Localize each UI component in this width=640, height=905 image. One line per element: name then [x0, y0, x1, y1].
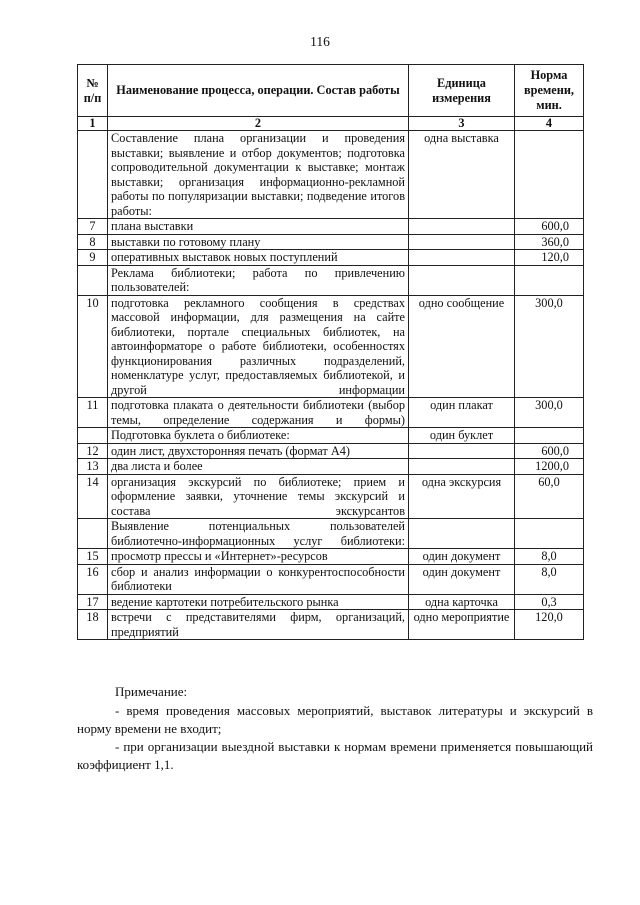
notes-title: Примечание:: [115, 684, 188, 699]
table-row: [78, 549, 584, 565]
note-item: - время проведения массовых мероприятий, выставок литературы и экскурсий в норму времени не входит;: [77, 703, 593, 736]
row-unit: [409, 234, 515, 250]
table-row: [78, 519, 584, 549]
row-description: просмотр прессы и «Интернет»-ресурсов: [108, 549, 409, 565]
row-number: [78, 131, 108, 219]
table-row: [78, 234, 584, 250]
row-unit: один буклет: [409, 428, 515, 444]
row-description: два листа и более: [108, 459, 409, 475]
row-norm: 120,0: [515, 250, 584, 266]
row-unit: [409, 459, 515, 475]
row-description: Реклама библиотеки; работа по привлечению пользователей:: [108, 265, 409, 295]
row-number: 18: [78, 610, 108, 640]
column-number: 3: [409, 117, 515, 131]
row-description: подготовка рекламного сообщения в средствах массовой информации, для размещения на сайте библиотеки, портале специальных библиотек, на автоинформаторе о работе библиотеки, особенностях функционирования различных подразделений, номенклатуре услуг, предоставляемых библиотекой, и другой информации: [108, 295, 409, 398]
row-norm: [515, 265, 584, 295]
row-description: организация экскурсий по библиотеке; прием и оформление заявки, уточнение темы экскурсий и состава экскурсантов: [108, 474, 409, 519]
column-number: 1: [78, 117, 108, 131]
note-item: - при организации выездной выставки к нормам времени применяется повышающий коэффициент 1,1.: [77, 739, 593, 772]
table-row: [78, 219, 584, 235]
table-header-row: [78, 65, 584, 117]
row-description: плана выставки: [108, 219, 409, 235]
row-description: оперативных выставок новых поступлений: [108, 250, 409, 266]
row-description: один лист, двухсторонняя печать (формат А4): [108, 443, 409, 459]
header-unit: Единица измерения: [409, 65, 515, 117]
table-row: [78, 295, 584, 398]
row-description: подготовка плаката о деятельности библиотеки (выбор темы, определение содержания и формы): [108, 398, 409, 428]
row-number: 14: [78, 474, 108, 519]
row-number: 10: [78, 295, 108, 398]
table-row: [78, 250, 584, 266]
header-norm: Норма времени, мин.: [515, 65, 584, 117]
row-unit: один документ: [409, 549, 515, 565]
row-unit: одно сообщение: [409, 295, 515, 398]
row-norm: 600,0: [515, 443, 584, 459]
row-unit: один документ: [409, 564, 515, 594]
row-unit: одна карточка: [409, 594, 515, 610]
row-description: ведение картотеки потребительского рынка: [108, 594, 409, 610]
row-number: [78, 265, 108, 295]
row-unit: одна выставка: [409, 131, 515, 219]
column-number: 2: [108, 117, 409, 131]
row-number: [78, 519, 108, 549]
row-unit: одна экскурсия: [409, 474, 515, 519]
table-row: [78, 398, 584, 428]
row-unit: одно мероприятие: [409, 610, 515, 640]
row-number: 11: [78, 398, 108, 428]
notes-section: [77, 683, 593, 774]
row-norm: 600,0: [515, 219, 584, 235]
row-description: встречи с представителями фирм, организаций, предприятий: [108, 610, 409, 640]
header-process: Наименование процесса, операции. Состав работы: [108, 65, 409, 117]
row-description: сбор и анализ информации о конкурентоспособности библиотеки: [108, 564, 409, 594]
row-norm: [515, 428, 584, 444]
column-number: 4: [515, 117, 584, 131]
row-norm: [515, 131, 584, 219]
table-row: [78, 428, 584, 444]
row-number: 16: [78, 564, 108, 594]
row-unit: один плакат: [409, 398, 515, 428]
row-number: 9: [78, 250, 108, 266]
row-description: Составление плана организации и проведения выставки; выявление и отбор документов; подготовка сопроводительной документации к выставке; монтаж выставки; организация информационно-рекламной работы по популяризации выставки; подведение итогов работы:: [108, 131, 409, 219]
row-description: выставки по готовому плану: [108, 234, 409, 250]
column-numbers-row: [78, 117, 584, 131]
table-row: [78, 594, 584, 610]
row-unit: [409, 519, 515, 549]
row-norm: 360,0: [515, 234, 584, 250]
table-row: [78, 131, 584, 219]
row-norm: 300,0: [515, 398, 584, 428]
row-unit: [409, 443, 515, 459]
row-number: 8: [78, 234, 108, 250]
row-number: 13: [78, 459, 108, 475]
table-row: [78, 564, 584, 594]
row-unit: [409, 265, 515, 295]
row-description: Подготовка буклета о библиотеке:: [108, 428, 409, 444]
row-unit: [409, 250, 515, 266]
row-norm: 60,0: [515, 474, 584, 519]
row-norm: 300,0: [515, 295, 584, 398]
row-norm: 0,3: [515, 594, 584, 610]
row-number: 7: [78, 219, 108, 235]
row-norm: [515, 519, 584, 549]
table-row: [78, 443, 584, 459]
row-number: 12: [78, 443, 108, 459]
table-row: [78, 610, 584, 640]
row-norm: 120,0: [515, 610, 584, 640]
row-norm: 8,0: [515, 549, 584, 565]
row-description: Выявление потенциальных пользователей библиотечно-информационных услуг библиотеки:: [108, 519, 409, 549]
row-norm: 8,0: [515, 564, 584, 594]
row-number: 15: [78, 549, 108, 565]
table-row: [78, 265, 584, 295]
table-row: [78, 474, 584, 519]
table-row: [78, 459, 584, 475]
page-number: 116: [310, 34, 330, 49]
row-number: 17: [78, 594, 108, 610]
row-number: [78, 428, 108, 444]
norms-table: [77, 64, 584, 640]
row-unit: [409, 219, 515, 235]
row-norm: 1200,0: [515, 459, 584, 475]
header-number: № п/п: [78, 65, 108, 117]
